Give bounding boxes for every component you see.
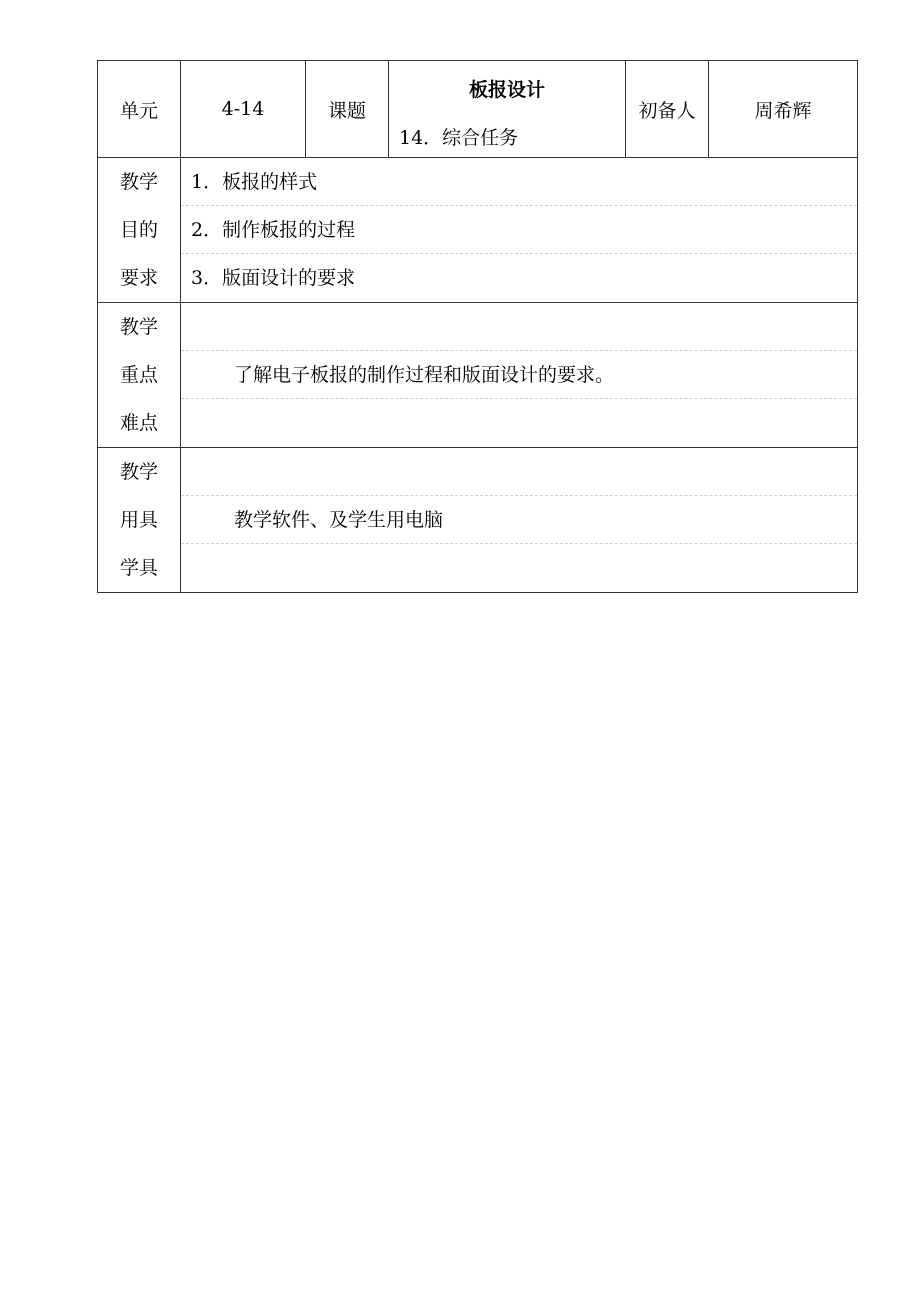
- preparer-name: 周希辉: [709, 61, 858, 158]
- objectives-label-line: 教学: [119, 171, 158, 193]
- objective-item: 2．制作板报的过程: [181, 206, 857, 254]
- tools-content: [181, 448, 858, 593]
- key-points-text: 了解电子板报的制作过程和版面设计的要求。: [181, 351, 857, 399]
- blank-line: [181, 303, 857, 351]
- tools-text: 教学软件、及学生用电脑: [181, 496, 857, 544]
- unit-label: 单元: [98, 61, 181, 158]
- objectives-row: [98, 158, 858, 303]
- tools-row: [98, 448, 858, 593]
- preparer-label: 初备人: [626, 61, 709, 158]
- tools-label-line: 教学: [119, 461, 158, 483]
- lesson-plan-table: [97, 60, 858, 593]
- objectives-content: [181, 158, 858, 303]
- objectives-label: [98, 158, 181, 303]
- topic-subtitle: 14．综合任务: [399, 127, 519, 149]
- tools-label: [98, 448, 181, 593]
- objectives-label-line: 要求: [119, 267, 158, 289]
- objectives-label-line: 目的: [119, 219, 158, 241]
- objective-item: 3．版面设计的要求: [191, 267, 356, 289]
- topic-title: 板报设计: [468, 79, 545, 101]
- key-points-content: [181, 303, 858, 448]
- topic-label: 课题: [306, 61, 389, 158]
- key-points-label-line: 重点: [119, 364, 158, 386]
- key-points-label-line: 教学: [119, 316, 158, 338]
- header-row: [98, 61, 858, 158]
- tools-label-line: 用具: [119, 509, 158, 531]
- objective-item: 1．板报的样式: [181, 158, 857, 206]
- unit-value: 4-14: [181, 61, 306, 158]
- key-points-label-line: 难点: [119, 412, 158, 434]
- blank-line: [181, 448, 857, 496]
- blank-line: [181, 399, 857, 447]
- blank-line: [181, 544, 857, 592]
- topic-cell: [389, 61, 626, 158]
- key-points-label: [98, 303, 181, 448]
- tools-label-line: 学具: [119, 557, 158, 579]
- key-points-row: [98, 303, 858, 448]
